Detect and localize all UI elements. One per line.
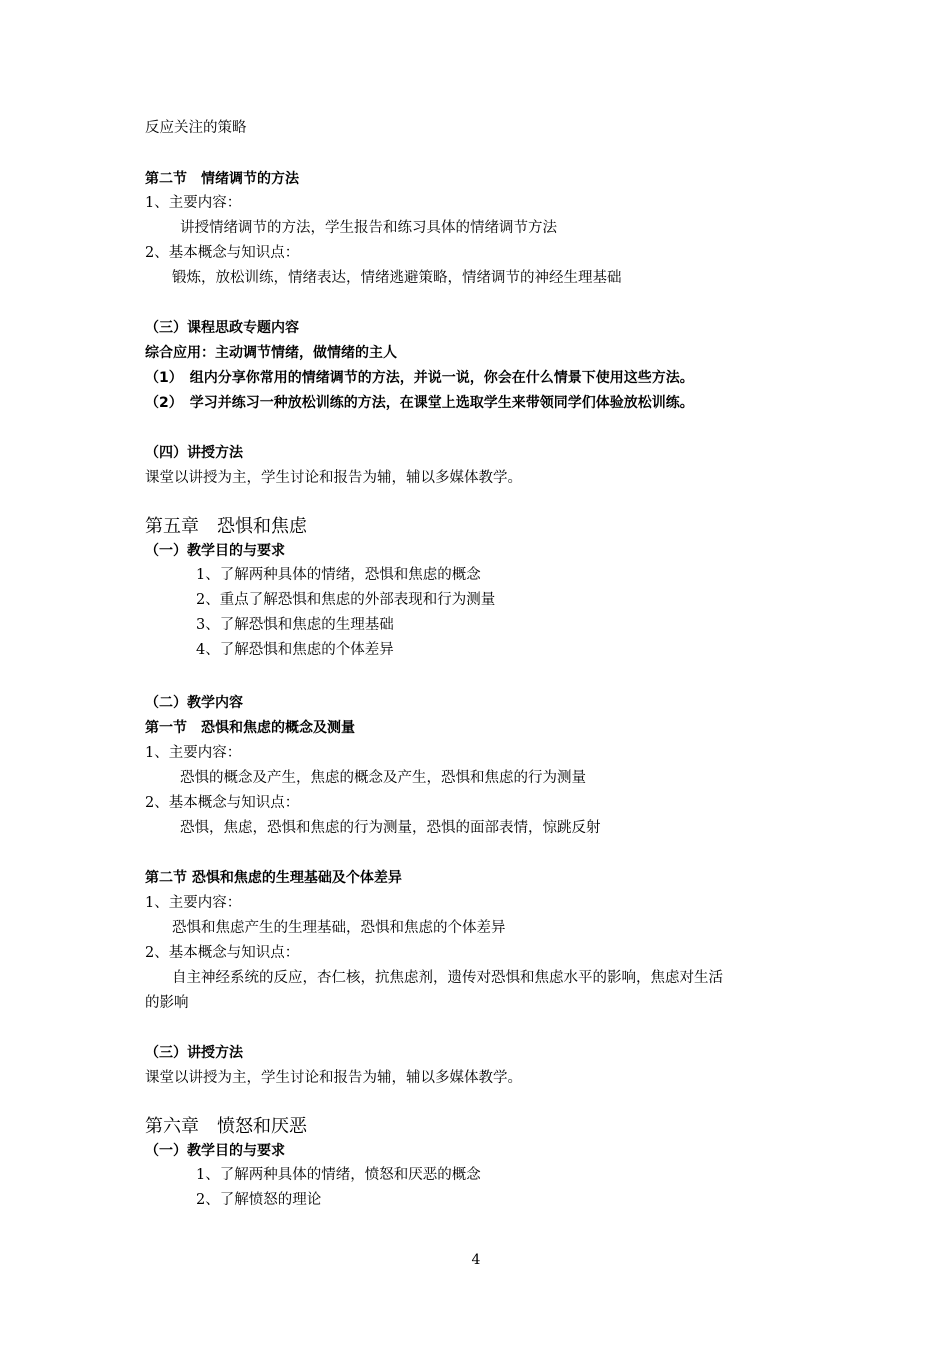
page-number: 4 (471, 1252, 481, 1268)
text-line: 的影响 (145, 995, 189, 1011)
subsection-heading: （三）课程思政专题内容 (145, 320, 299, 336)
text-line: 恐惧，焦虑，恐惧和焦虑的行为测量，恐惧的面部表情，惊跳反射 (180, 820, 601, 836)
subsection-heading: （三）讲授方法 (145, 1045, 243, 1061)
list-item: 1、了解两种具体的情绪，愤怒和厌恶的概念 (196, 1167, 481, 1183)
text-line: 2、基本概念与知识点： (145, 795, 300, 811)
subsection-heading: （一）教学目的与要求 (145, 543, 285, 559)
text-line: 课堂以讲授为主，学生讨论和报告为辅，辅以多媒体教学。 (145, 1070, 522, 1086)
list-item: 3、了解恐惧和焦虑的生理基础 (196, 617, 394, 633)
list-item: 2、重点了解恐惧和焦虑的外部表现和行为测量 (196, 592, 496, 608)
text-line: 自主神经系统的反应，杏仁核，抗焦虑剂，遗传对恐惧和焦虑水平的影响，焦虑对生活 (172, 970, 723, 986)
bold-line: 综合应用：主动调节情绪，做情绪的主人 (145, 345, 397, 361)
chapter-heading: 第六章 愤怒和厌恶 (145, 1116, 307, 1137)
section-heading: 第二节 恐惧和焦虑的生理基础及个体差异 (145, 870, 402, 886)
list-item: 4、了解恐惧和焦虑的个体差异 (196, 642, 394, 658)
bold-list-item: （2） 学习并练习一种放松训练的方法，在课堂上选取学生来带领同学们体验放松训练。 (145, 395, 694, 411)
text-line: 课堂以讲授为主，学生讨论和报告为辅，辅以多媒体教学。 (145, 470, 522, 486)
text-line: 恐惧的概念及产生，焦虑的概念及产生，恐惧和焦虑的行为测量 (180, 770, 586, 786)
chapter-heading: 第五章 恐惧和焦虑 (145, 516, 307, 537)
text-line: 2、基本概念与知识点： (145, 245, 300, 261)
list-item: 1、了解两种具体的情绪，恐惧和焦虑的概念 (196, 567, 481, 583)
section-heading: 第二节 情绪调节的方法 (145, 171, 299, 187)
text-line: 1、主要内容： (145, 195, 242, 211)
subsection-heading: （一）教学目的与要求 (145, 1143, 285, 1159)
text-line: 恐惧和焦虑产生的生理基础，恐惧和焦虑的个体差异 (172, 920, 506, 936)
text-line: 1、主要内容： (145, 895, 242, 911)
subsection-heading: （四）讲授方法 (145, 445, 243, 461)
bold-list-item: （1） 组内分享你常用的情绪调节的方法，并说一说，你会在什么情景下使用这些方法。 (145, 370, 694, 386)
text-line: 锻炼，放松训练，情绪表达，情绪逃避策略，情绪调节的神经生理基础 (172, 270, 622, 286)
subsection-heading: （二）教学内容 (145, 695, 243, 711)
text-line: 1、主要内容： (145, 745, 242, 761)
section-heading: 第一节 恐惧和焦虑的概念及测量 (145, 720, 355, 736)
text-line: 讲授情绪调节的方法，学生报告和练习具体的情绪调节方法 (180, 220, 557, 236)
text-line: 2、基本概念与知识点： (145, 945, 300, 961)
text-line: 反应关注的策略 (145, 120, 247, 136)
list-item: 2、了解愤怒的理论 (196, 1192, 322, 1208)
